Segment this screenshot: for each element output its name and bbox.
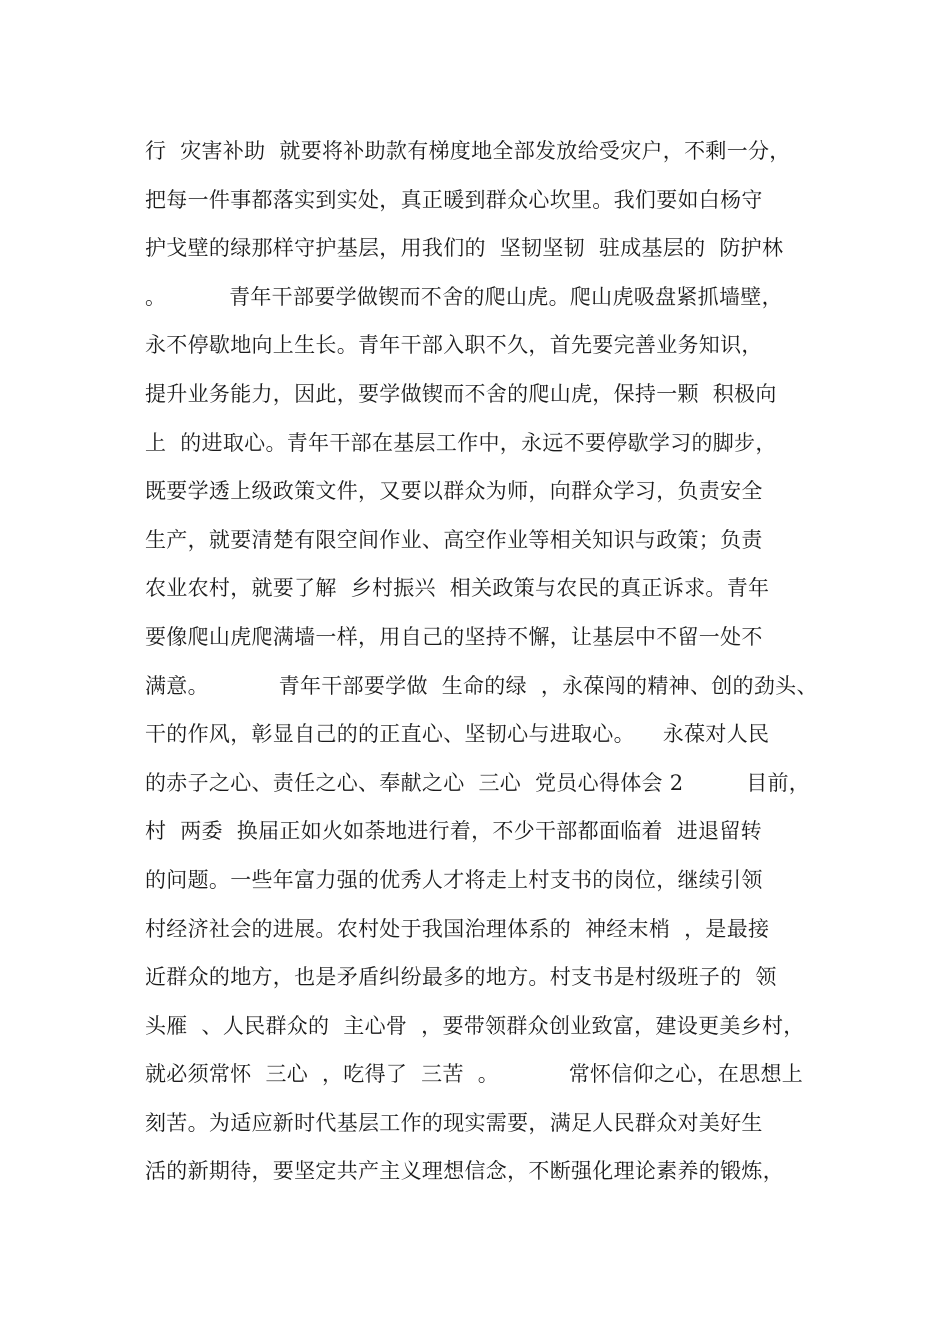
text-line: 满意。 青年干部要学做 生命的绿 ，永葆闯的精神、创的劲头、 (145, 673, 818, 698)
text-line: 。 青年干部要学做锲而不舍的爬山虎。爬山虎吸盘紧抓墙壁， (145, 284, 783, 309)
text-line: 近群众的地方，也是矛盾纠纷最多的地方。村支书是村级班子的 领 (145, 965, 777, 990)
text-line: 头雁 、人民群众的 主心骨 ，要带领群众创业致富，建设更美乡村， (145, 1013, 805, 1038)
text-line: 生产，就要清楚有限空间作业、高空作业等相关知识与政策；负责 (145, 527, 763, 552)
text-line: 把每一件事都落实到实处，真正暖到群众心坎里。我们要如白杨守 (145, 187, 763, 212)
body-text (145, 127, 845, 1196)
text-line: 村经济社会的进展。农村处于我国治理体系的 神经末梢 ，是最接 (145, 916, 770, 941)
text-line: 活的新期待，要坚定共产主义理想信念，不断强化理论素养的锻炼， (145, 1159, 784, 1184)
text-line: 提升业务能力，因此，要学做锲而不舍的爬山虎，保持一颗 积极向 (145, 381, 777, 406)
text-line: 就必须常怀 三心 ，吃得了 三苦 。 常怀信仰之心，在思想上 (145, 1062, 804, 1087)
text-line: 上 的进取心。青年干部在基层工作中，永远不要停歇学习的脚步， (145, 430, 777, 455)
text-line: 农业农村，就要了解 乡村振兴 相关政策与农民的真正诉求。青年 (145, 576, 770, 601)
text-line: 的问题。一些年富力强的优秀人才将走上村支书的岗位，继续引领 (145, 867, 763, 892)
text-line: 干的作风，彰显自己的的正直心、坚韧心与进取心。 永葆对人民 (145, 722, 770, 747)
text-line: 要像爬山虎爬满墙一样，用自己的坚持不懈，让基层中不留一处不 (145, 624, 763, 649)
text-line: 的赤子之心、责任之心、奉献之心 三心 党员心得体会 2 目前， (145, 770, 811, 795)
text-line: 永不停歇地向上生长。青年干部入职不久，首先要完善业务知识， (145, 333, 763, 358)
text-line: 既要学透上级政策文件，又要以群众为师，向群众学习，负责安全 (145, 479, 763, 504)
text-line: 行 灾害补助 就要将补助款有梯度地全部发放给受灾户，不剩一分， (145, 139, 791, 163)
text-line: 村 两委 换届正如火如荼地进行着，不少干部都面临着 进退留转 (145, 819, 762, 844)
text-line: 刻苦。为适应新时代基层工作的现实需要，满足人民群众对美好生 (145, 1110, 763, 1135)
text-line: 护戈壁的绿那样守护基层，用我们的 坚韧坚韧 驻成基层的 防护林 (145, 236, 784, 261)
